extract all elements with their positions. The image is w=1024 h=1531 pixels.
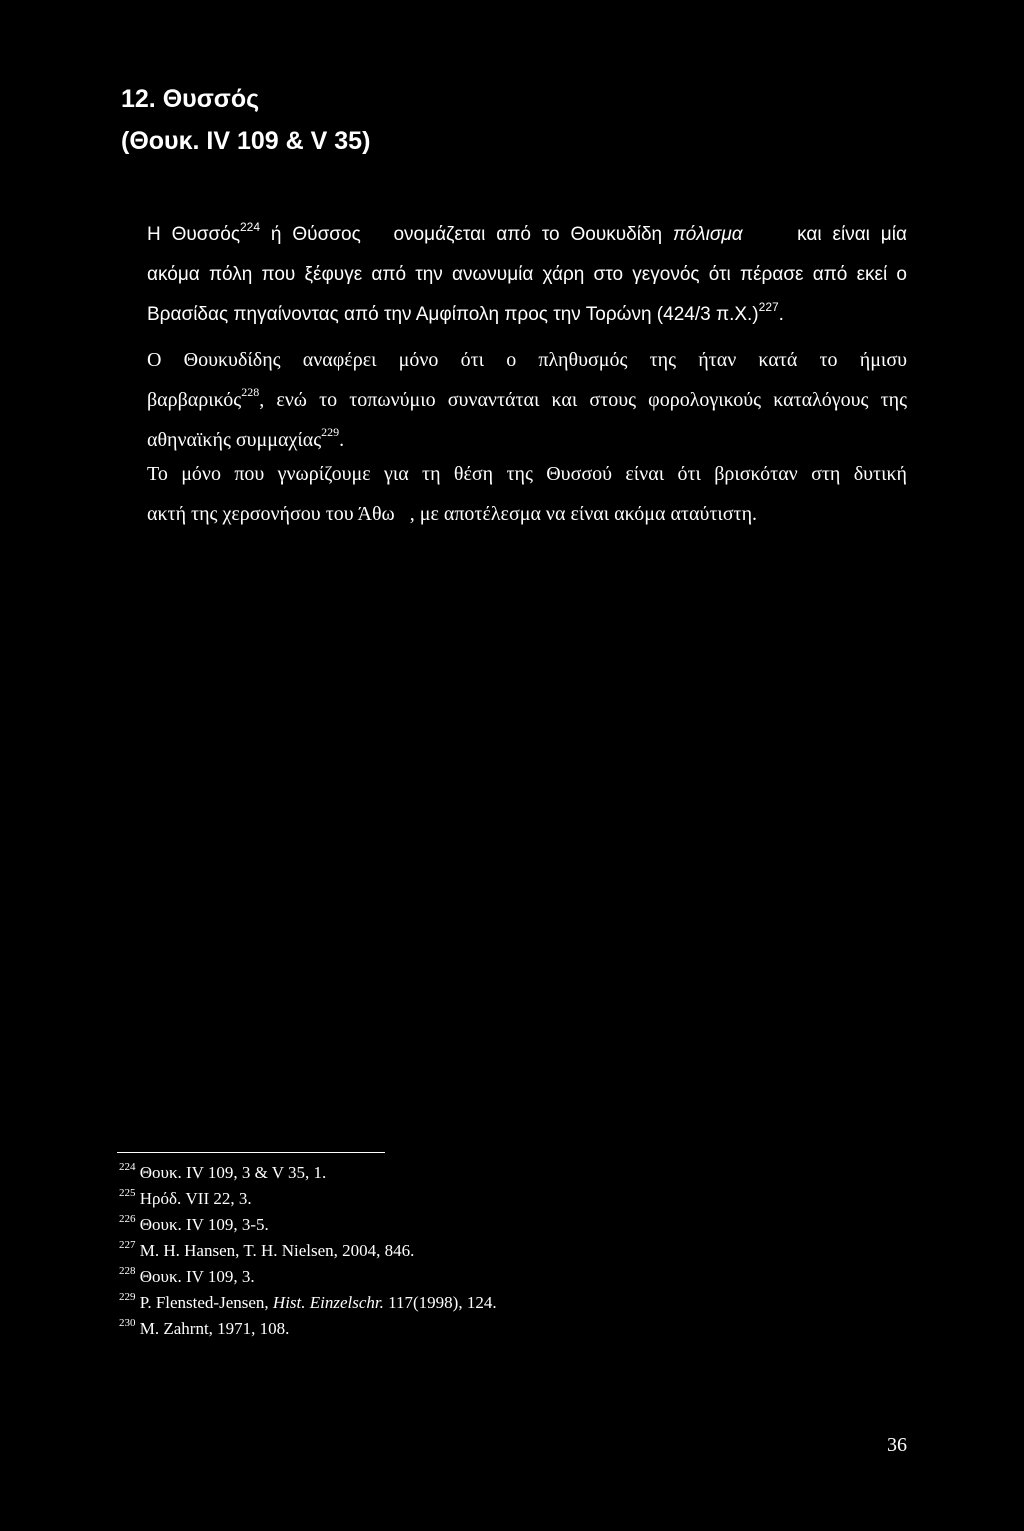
text-segment: Η Θυσσός [147, 224, 240, 245]
text-segment: ή Θύσσος [260, 224, 361, 245]
paragraph-3 [119, 454, 907, 534]
paragraph-1-line-1 [119, 215, 907, 255]
footnote-separator [117, 1152, 385, 1153]
footnote-number: 229 [119, 1291, 136, 1304]
paragraph-2 [119, 340, 907, 460]
paragraph-3-line-2 [119, 494, 907, 534]
text-segment: Βρασίδας πηγαίνοντας από την Αμφίπολη προς την Τορώνη (424/3 π.Χ.) [147, 304, 759, 325]
footnote-number: 228 [119, 1265, 136, 1278]
footnote-text: Ηρόδ. VII 22, 3. [139, 1189, 252, 1208]
text-segment: , ενώ το τοπωνύμιο συναντάται και στους φορολογικούς καταλόγους της [259, 389, 907, 411]
footnote-text: Θουκ. IV 109, 3-5. [139, 1215, 269, 1234]
paragraph-3-line-1: Το μόνο που γνωρίζουμε για τη θέση της Θυσσού είναι ότι βρισκόταν στη δυτική [147, 463, 907, 485]
footnote-number: 224 [119, 1161, 136, 1174]
text-segment: . [339, 429, 345, 451]
paragraph-1-line-3 [119, 295, 907, 335]
text-segment: . [778, 304, 784, 325]
text-segment: και είναι μία [797, 224, 907, 245]
footnote-ref-224[interactable]: 224 [239, 219, 261, 234]
footnote-224 [119, 1160, 497, 1186]
footnote-italic-title: Hist. Einzelschr. [272, 1293, 384, 1312]
footnote-text: P. Flensted-Jensen, [139, 1293, 273, 1312]
footnote-text: Θουκ. IV 109, 3 & V 35, 1. [139, 1163, 327, 1182]
footnote-ref-229[interactable]: 229 [321, 425, 340, 440]
footnote-number: 227 [119, 1239, 136, 1252]
term-polisma: πόλισμα [673, 224, 743, 245]
footnote-227 [119, 1238, 497, 1264]
footnote-text: 117(1998), 124. [383, 1293, 497, 1312]
footnote-ref-228[interactable]: 228 [241, 385, 260, 400]
section-reference: (Θουκ. IV 109 & V 35) [121, 127, 371, 155]
footnote-text: M. Zahrnt, 1971, 108. [139, 1319, 290, 1338]
footnote-number: 230 [119, 1317, 136, 1330]
text-segment: βαρβαρικός [147, 389, 242, 411]
text-segment: , με αποτέλεσμα να είναι ακόμα αταύτιστη. [409, 503, 758, 525]
footnotes-list [119, 1160, 497, 1342]
text-segment: αθηναϊκής συμμαχίας [147, 429, 322, 451]
footnote-230 [119, 1316, 497, 1342]
section-title: 12. Θυσσός [121, 85, 260, 113]
paragraph-2-line-1: Ο Θουκυδίδης αναφέρει μόνο ότι ο πληθυσμός της ήταν κατά το ήμισυ [147, 349, 907, 371]
text-segment: ονομάζεται από το Θουκυδίδη [393, 224, 673, 245]
footnote-text: Θουκ. IV 109, 3. [139, 1267, 255, 1286]
footnote-229 [119, 1290, 497, 1316]
text-segment: ακτή της χερσονήσου του Άθω [147, 503, 395, 525]
paragraph-1-line-2: ακόμα πόλη που ξέφυγε από την ανωνυμία χάρη στο γεγονός ότι πέρασε από εκεί ο [147, 264, 907, 285]
footnote-228 [119, 1264, 497, 1290]
footnote-number: 226 [119, 1213, 136, 1226]
footnote-number: 225 [119, 1187, 136, 1200]
footnote-text: M. H. Hansen, T. H. Nielsen, 2004, 846. [139, 1241, 415, 1260]
page-number: 36 [887, 1434, 907, 1456]
paragraph-1 [119, 215, 907, 335]
paragraph-2-line-2 [119, 380, 907, 420]
footnote-ref-227[interactable]: 227 [758, 299, 779, 314]
footnote-226 [119, 1212, 497, 1238]
footnote-225 [119, 1186, 497, 1212]
